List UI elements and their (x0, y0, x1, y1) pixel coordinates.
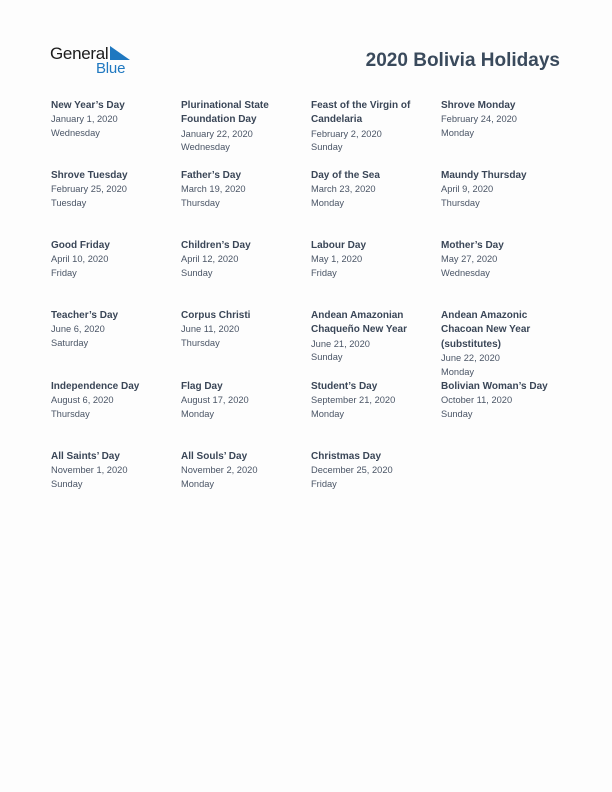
holiday-name: Teacher’s Day (51, 310, 119, 321)
holiday-weekday: Monday (311, 198, 345, 209)
logo-text-general: General (50, 44, 109, 63)
holiday-item (51, 169, 175, 211)
holiday-weekday: Monday (441, 128, 475, 139)
holiday-item (181, 450, 305, 492)
holiday-item (441, 309, 565, 379)
holiday-item (441, 380, 565, 422)
holiday-item (441, 99, 565, 141)
holiday-name: Christmas Day (311, 451, 382, 462)
holiday-date: April 12, 2020 (181, 254, 239, 265)
holiday-weekday: Wednesday (441, 268, 490, 279)
holiday-item (311, 239, 435, 281)
holiday-item (181, 169, 305, 211)
holiday-name: All Saints’ Day (51, 451, 120, 462)
holiday-date: June 22, 2020 (441, 352, 500, 363)
holiday-item (51, 99, 175, 141)
holiday-weekday: Sunday (311, 352, 343, 363)
holiday-weekday: Friday (311, 479, 337, 490)
holiday-weekday: Monday (441, 366, 475, 377)
page-title: 2020 Bolivia Holidays (365, 50, 560, 71)
holiday-weekday: Sunday (181, 268, 213, 279)
holiday-name: Flag Day (181, 381, 223, 392)
holiday-weekday: Saturday (51, 338, 89, 349)
holiday-weekday: Tuesday (51, 198, 87, 209)
holiday-name: Student’s Day (311, 381, 378, 392)
holiday-weekday: Sunday (441, 409, 473, 420)
holiday-name: Independence Day (51, 381, 140, 392)
holiday-name: Andean Amazonian Chaqueño New Year (311, 310, 407, 336)
holiday-item (311, 309, 435, 365)
holiday-weekday: Friday (51, 268, 77, 279)
holiday-weekday: Thursday (181, 198, 220, 209)
holiday-date: January 1, 2020 (51, 114, 118, 125)
holiday-item (51, 309, 175, 351)
holiday-date: November 2, 2020 (181, 465, 258, 476)
holiday-name: Good Friday (51, 240, 110, 251)
holiday-item (181, 99, 305, 155)
holiday-name: Feast of the Virgin of Candelaria (311, 100, 411, 126)
holiday-name: Maundy Thursday (441, 170, 527, 181)
holiday-name: Bolivian Woman’s Day (441, 381, 548, 392)
holiday-item (181, 239, 305, 281)
holiday-weekday: Wednesday (51, 128, 100, 139)
holiday-item (311, 380, 435, 422)
holiday-date: April 10, 2020 (51, 254, 109, 265)
holiday-date: November 1, 2020 (51, 465, 128, 476)
holiday-date: March 23, 2020 (311, 184, 376, 195)
holiday-weekday: Monday (181, 409, 215, 420)
holiday-item (181, 380, 305, 422)
holiday-date: October 11, 2020 (441, 395, 513, 406)
holiday-item (51, 450, 175, 492)
holiday-name: Father’s Day (181, 170, 242, 181)
holiday-name: Children’s Day (181, 240, 251, 251)
holiday-name: All Souls’ Day (181, 451, 248, 462)
holiday-date: February 25, 2020 (51, 184, 127, 195)
holiday-item (441, 239, 565, 281)
holiday-item (441, 169, 565, 211)
holiday-date: March 19, 2020 (181, 184, 246, 195)
holiday-date: August 6, 2020 (51, 395, 114, 406)
holiday-weekday: Friday (311, 268, 337, 279)
holiday-item (311, 99, 435, 155)
holiday-name: Shrove Tuesday (51, 170, 128, 181)
holiday-name: Shrove Monday (441, 100, 516, 111)
holiday-weekday: Thursday (51, 409, 90, 420)
holiday-date: April 9, 2020 (441, 184, 494, 195)
holiday-date: May 1, 2020 (311, 254, 363, 265)
holiday-weekday: Sunday (311, 142, 343, 153)
holiday-date: September 21, 2020 (311, 395, 396, 406)
holiday-name: Labour Day (311, 240, 367, 251)
holiday-date: August 17, 2020 (181, 395, 249, 406)
holiday-date: December 25, 2020 (311, 465, 393, 476)
holiday-date: February 2, 2020 (311, 128, 382, 139)
logo-triangle-icon (110, 46, 130, 60)
holiday-item (311, 169, 435, 211)
holiday-date: February 24, 2020 (441, 114, 517, 125)
holiday-weekday: Thursday (181, 338, 220, 349)
holiday-item (311, 450, 435, 492)
holiday-date: June 11, 2020 (181, 324, 240, 335)
holiday-date: June 21, 2020 (311, 338, 370, 349)
holiday-weekday: Thursday (441, 198, 480, 209)
holiday-weekday: Wednesday (181, 142, 230, 153)
logo-text-blue: Blue (96, 60, 126, 77)
holiday-weekday: Monday (181, 479, 215, 490)
generalblue-logo (50, 44, 140, 80)
holiday-name: Andean Amazonic Chacoan New Year (substitutes) (441, 310, 531, 350)
holiday-name: Mother’s Day (441, 240, 504, 251)
holiday-weekday: Monday (311, 409, 345, 420)
holiday-item (181, 309, 305, 351)
holiday-date: May 27, 2020 (441, 254, 498, 265)
holiday-date: June 6, 2020 (51, 324, 105, 335)
holiday-name: Corpus Christi (181, 310, 251, 321)
holiday-weekday: Sunday (51, 479, 83, 490)
holiday-name: Day of the Sea (311, 170, 380, 181)
holiday-name: New Year’s Day (51, 100, 125, 111)
holiday-name: Plurinational State Foundation Day (181, 100, 269, 126)
holiday-date: January 22, 2020 (181, 128, 253, 139)
holiday-item (51, 380, 175, 422)
holiday-item (51, 239, 175, 281)
